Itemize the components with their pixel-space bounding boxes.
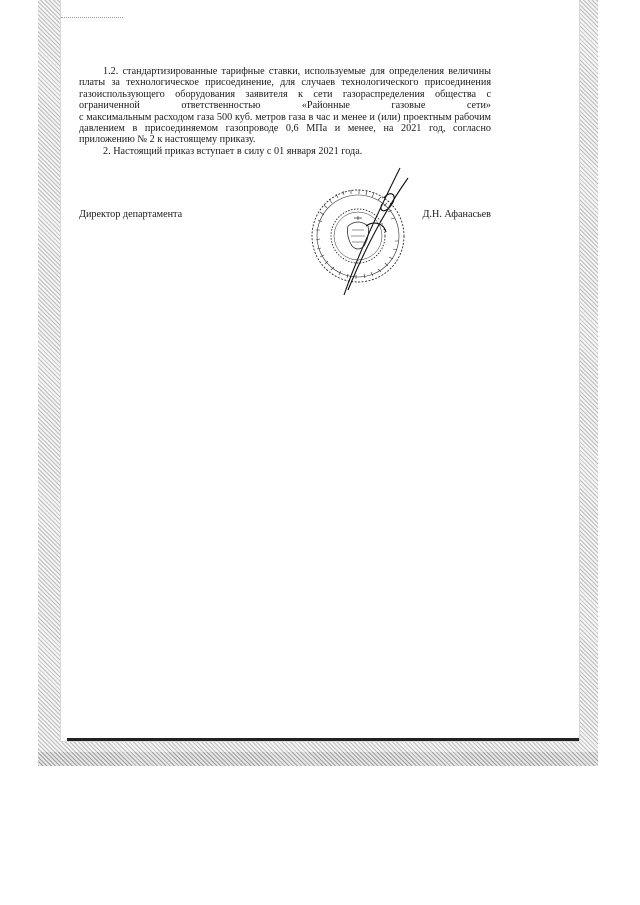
document-body [79, 66, 491, 157]
official-seal-with-signature [296, 160, 426, 300]
paragraph-1-2: 1.2. стандартизированные тарифные ставки, используемые для определения величины платы за технологическое присоединение, для случаев технологического присоединения газоиспользующего оборудования заявителя к сети газораспределения общества с ограниченной ответственностью «Районные газовые сети» [79, 66, 491, 112]
signatory-position: Директор департамента [79, 209, 183, 220]
page-top-line [61, 17, 123, 18]
page-bottom-rule [67, 738, 579, 741]
scan-border-bottom [38, 752, 598, 766]
seal-stamp-icon [296, 160, 426, 300]
paragraph-1-2-continued: с максимальным расходом газа 500 куб. метров газа в час и менее и (или) проектным рабочим давлением в присоединяемом газопроводе 0,6 МПа и менее, на 2021 год, согласно приложению № 2 к настоящему приказу. [79, 111, 491, 146]
paragraph-2: 2. Настоящий приказ вступает в силу с 01 января 2021 года. [103, 145, 363, 157]
signatory-name: Д.Н. Афанасьев [422, 209, 491, 220]
